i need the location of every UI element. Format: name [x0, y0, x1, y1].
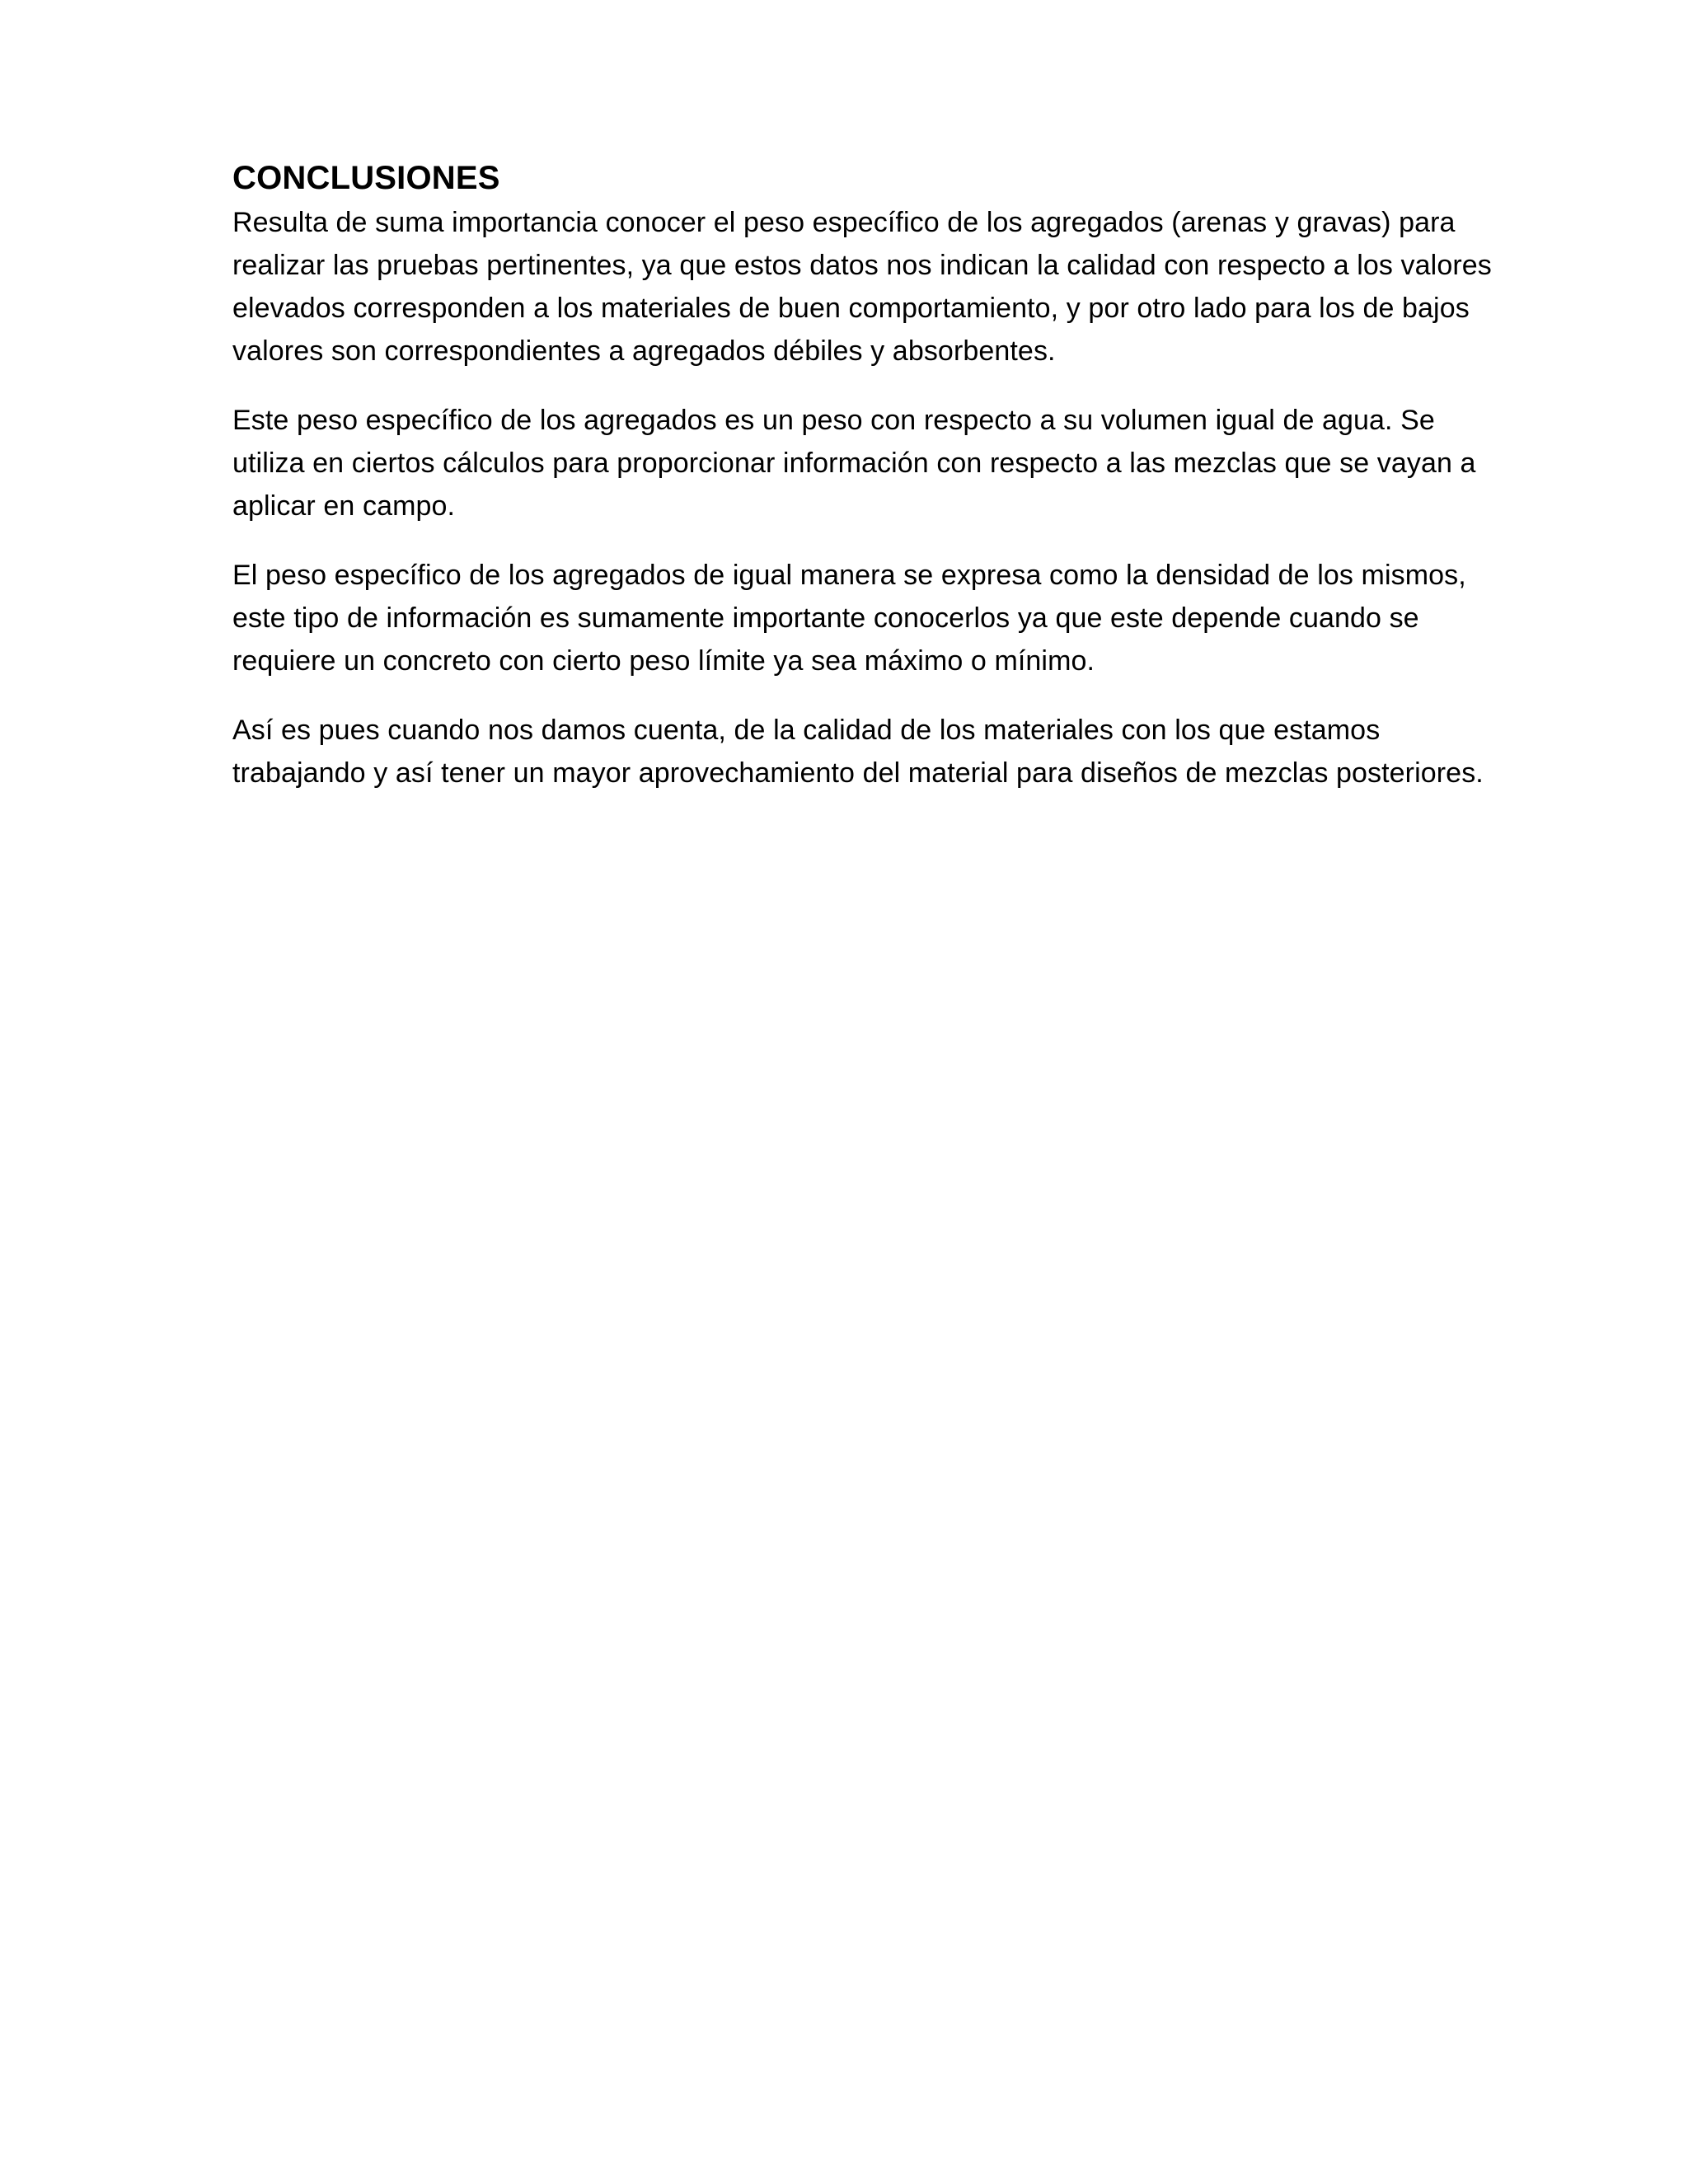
paragraph-4: Así es pues cuando nos damos cuenta, de la calidad de los materiales con los que estamos trabajando y así tener un mayor aprovechamiento del material para diseños de mezclas posteriores.: [232, 715, 1484, 789]
document-body: [232, 155, 1502, 794]
paragraph-3: El peso específico de los agregados de igual manera se expresa como la densidad de los mismos, este tipo de información es sumamente importante conocerlos ya que este depende cuando se requiere un concreto con cierto peso límite ya sea máximo o mínimo.: [232, 560, 1466, 677]
paragraph-2: Este peso específico de los agregados es un peso con respecto a su volumen igual de agua. Se utiliza en ciertos cálculos para proporcionar información con respecto a las mezclas que se vayan a aplicar en campo.: [232, 405, 1476, 522]
section-heading: CONCLUSIONES: [232, 160, 500, 196]
paragraph-1: Resulta de suma importancia conocer el peso específico de los agregados (arenas y gravas) para realizar las pruebas pertinentes, ya que estos datos nos indican la calidad con respecto a los valores elevados corresponden a los materiales de buen comportamiento, y por otro lado para los de bajos valores son correspondientes a agregados débiles y absorbentes.: [232, 207, 1492, 367]
